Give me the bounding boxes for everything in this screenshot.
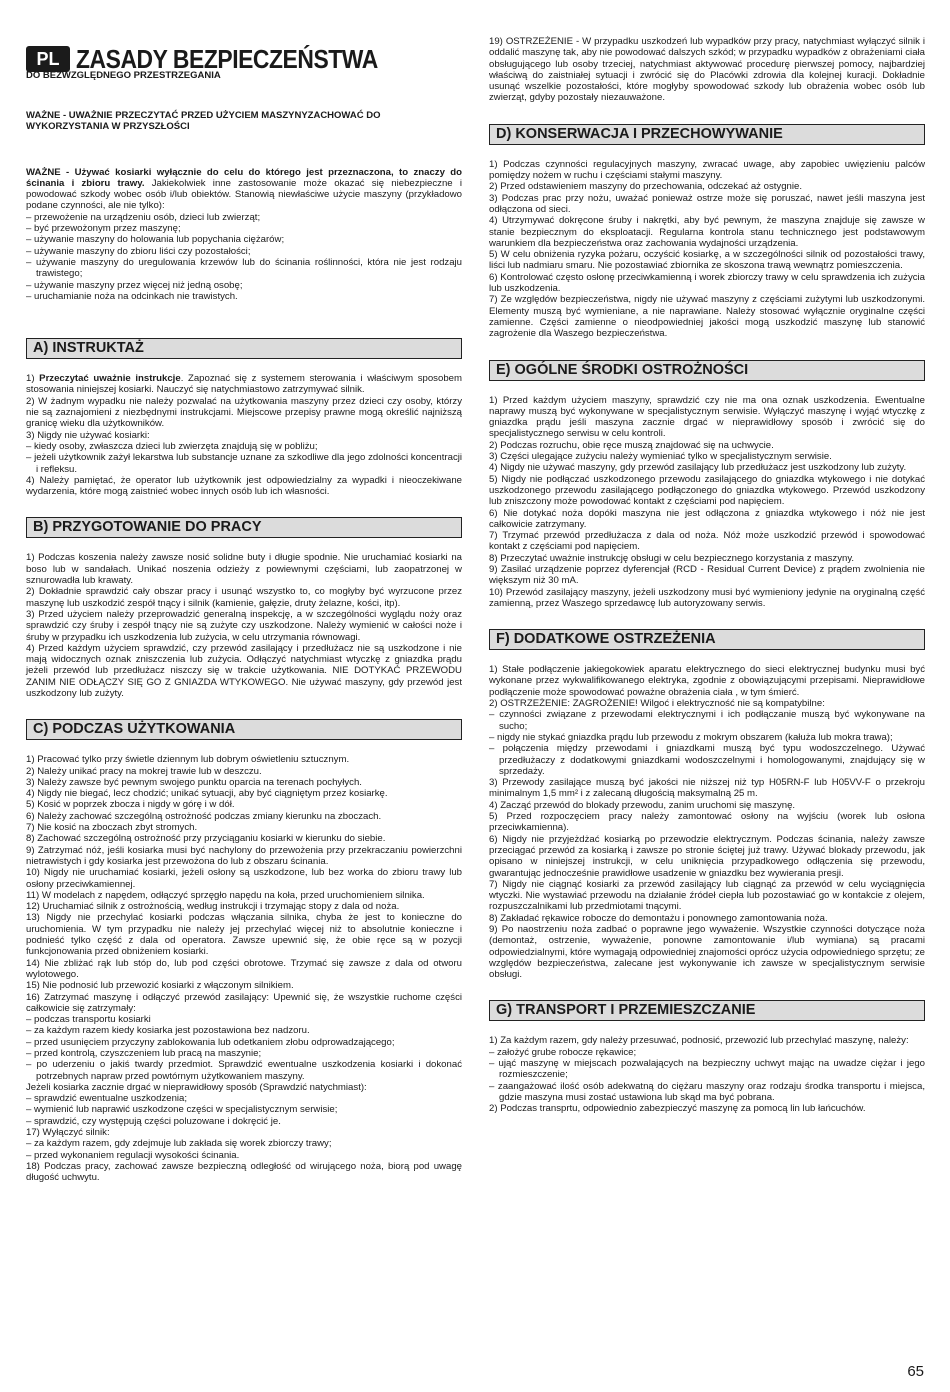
section-d-body (489, 159, 925, 340)
paragraph: 2) Podczas rozruchu, obie ręce muszą znajdować się na uchwycie. (489, 439, 774, 451)
list-item: – używanie maszyny do uregulowania krzewów lub do ścinania roślinności, która nie jest rodzaju trawistego; (26, 256, 462, 280)
paragraph: 2) Podczas transprtu, odpowiednio zabezpieczyć maszynę za pomocą lin lub łańcuchów. (489, 1103, 866, 1115)
intro-paragraph (26, 167, 462, 212)
paragraph-bold: Przeczytać uważnie instrukcje (39, 373, 181, 385)
paragraph: 2) OSTRZEŻENIE: ZAGROŻENIE! Wilgoć i elektryczność nie są kompatybilne: (489, 698, 825, 710)
paragraph: 8) Przeczytać uważnie instrukcję obsługi w celu bezpiecznego korzystania z maszyny. (489, 552, 855, 564)
list-item: – po uderzeniu o jakiś twardy przedmiot. Sprawdzić ewentualne uszkodzenia kosiarki i dokonać potrzebnych napraw przed powtórnym użytkowaniem maszyny. (26, 1059, 462, 1082)
paragraph: 1) Pracować tylko przy świetle dziennym lub dobrym oświetleniu sztucznym. (26, 754, 350, 766)
paragraph: 8) Zakładać rękawice robocze do demontażu i ponownego zamontowania noża. (489, 912, 828, 924)
paragraph: 3) Podczas prac przy nożu, uważać ponieważ ostrze może się poruszać, nawet jeśli maszyna jest odłączona od sieci. (489, 192, 925, 215)
paragraph: 4) Należy pamiętać, że operator lub użytkownik jest odpowiedzialny za wypadki i nieoczekiwane wydarzenia, które mogą zaistnieć wobec innych osób lub ich własności. (26, 474, 462, 498)
list-item: – czynności związane z przewodami elektrycznymi i ich podłączanie muszą być wykonywane na sucho; (489, 709, 925, 732)
intro-bold: WAŻNE - Używać kosiarki wyłącznie do celu do którego jest przeznaczona, to znaczy do ścinania i zbioru trawy. (26, 166, 462, 189)
list-item: – zaangażować ilość osób adekwatną do ciężaru maszyny oraz rodzaju środka transportu i miejsca, gdzie maszyna musi zostać ustawiona lub skąd ma być pobrana. (489, 1080, 925, 1103)
paragraph: Jeżeli kosiarka zacznie drgać w nieprawidłowy sposób (Sprawdzić natychmiast): (26, 1081, 367, 1093)
list-item: – przed usunięciem przyczyny zablokowania lub odetkaniem złobu odprowadzającego; (26, 1036, 395, 1048)
paragraph: 9) Zatrzymać nóż, jeśli kosiarka musi być nachylony do przewożenia przy przekraczaniu powierzchni nietrawistych i gdy kosiarka jest przewożona do lub z obszaru ścinania. (26, 844, 462, 867)
list-item: – wymienić lub naprawić uszkodzone części w specjalistycznym serwisie; (26, 1104, 338, 1116)
paragraph: 2) W żadnym wypadku nie należy pozwalać na użytkowania maszyny przez dzieci czy osoby, którzy nie są zaznajomieni z niezbędnymi instrukcjami. Miejscowe przepisy prawne mogą określić najniższą granicę wieku dla użytkowników. (26, 395, 462, 430)
list-item: – przewożenie na urządzeniu osób, dzieci lub zwierząt; (26, 211, 261, 223)
paragraph: 3) Części ulegające zużyciu należy wymieniać tylko w specjalistycznym serwisie. (489, 451, 832, 463)
intro-block (26, 167, 462, 303)
right-column (489, 0, 925, 1115)
section-c-body (26, 754, 462, 1183)
section-a-body (26, 373, 462, 497)
paragraph: 5) Nigdy nie podłączać uszkodzonego przewodu zasilającego do gniazdka wtykowego i nie dotykać uszkodzonego przewodu zasilającego podłączonego do gniazdka wtykowego. Przewód uszkodzony lub zniszczony może powodować kontakt z częściami pod napięciem. (489, 473, 925, 508)
list-item: – używanie maszyny do zbioru liści czy pozostałości; (26, 245, 251, 257)
section-b-body (26, 552, 462, 699)
paragraph: 7) Nigdy nie ciągnąć kosiarki za przewód zasilający lub ciągnąć za przewód w celu wyciągnięcia wtyczki. Nie wystawiać przewodu na działanie źródeł ciepła lub pozostawiać go w kontakcie z olejem, rozpuszczalnikami lub przedmiotami tnącymi. (489, 878, 925, 913)
paragraph: 6) Nigdy nie przyjeżdżać kosiarką po przewodzie elektrycznym. Podczas ścinania, należy zawsze przeciągać przewód za kosiarką i zawsze po stronie ściętej już trawy. Używać blokady przewodu, jak opisano w niniejszej instrukcji, w celu uniknięcia przypadkowego odłączenia się przewodu, gwarantując jednocześnie prawidłowe usadzenie w gniazdku bez wywierania presji. (489, 833, 925, 879)
paragraph: 1) Podczas koszenia należy zawsze nosić solidne buty i długie spodnie. Nie uruchamiać kosiarki na boso lub w sandałach. Unikać noszenia odzieży z powiewnymi częściami, lub zaopatrzonej w sznurowadła lub krawaty. (26, 552, 462, 587)
paragraph (26, 373, 462, 396)
section-heading-d: D) KONSERWACJA I PRZECHOWYWANIE (489, 124, 925, 145)
section-c-continued (489, 36, 925, 104)
important-notice: WAŻNE - UWAŻNIE PRZECZYTAĆ PRZED UŻYCIEM MASZYNYZACHOWAĆ DO WYKORZYSTANIA W PRZYSZŁOŚCI (26, 110, 381, 133)
section-e-body (489, 395, 925, 610)
paragraph: 5) Przed rozpoczęciem pracy należy zamontować osłony na wyjściu (worek lub osłona przeciwkamienna). (489, 811, 925, 834)
paragraph: 7) Ze względów bezpieczeństwa, nigdy nie używać maszyny z częściami zużytymi lub uszkodzonymi. Elementy muszą być wymieniane, a nie naprawiane. Należy stosować wyłącznie oryginalne części zamienne. Części zamienne o nieodpowiedniej jakości mogą uszkodzić maszynę lub stanowić zagrożenie dla Waszego bezpieczeństwa. (489, 294, 925, 340)
paragraph: 15) Nie podnosić lub przewozić kosiarki z włączonym silnikiem. (26, 980, 294, 992)
list-item: – jeżeli użytkownik zażył lekarstwa lub substancje uznane za szkodliwe dla jego zdolności koncentracji i refleksu. (26, 452, 462, 475)
paragraph: 19) OSTRZEŻENIE - W przypadku uszkodzeń lub wypadków przy pracy, natychmiast wyłączyć silnik i oddalić maszynę tak, aby nie powodować dalszych szkód; w przypadku wypadków z obrażeniami ciała obsługującego lub osoby trzeciej, natychmiast aktywować procedurę pierwszej pomocy, najbardziej właściwą do zaistniałej sytuacji i zwrócić się do Placówki zdrowia dla kolejnej kuracji. Dokładnie usunąć wszelkie pozostałości, które mogłyby spowodować szkody lub obrażenia wobec osób lub zwierząt, gdyby pozostały niezauważone. (489, 36, 925, 104)
paragraph: 3) Należy zawsze być pewnym swojego punktu oparcia na terenach pochyłych. (26, 776, 362, 788)
paragraph: 4) Zacząć przewód do blokady przewodu, zanim uruchomi się maszynę. (489, 799, 796, 811)
paragraph-number: 1) (26, 373, 40, 385)
section-heading-a: A) INSTRUKTAŻ (26, 338, 462, 359)
list-item: – używanie maszyny przez więcej niż jedną osobę; (26, 279, 243, 291)
paragraph: 11) W modelach z napędem, odłączyć sprzęgło napędu na koła, przed uruchomieniem silnika. (26, 889, 425, 901)
list-item: – za każdym razem, gdy zdejmuje lub zakłada się worek zbiorczy trawy; (26, 1138, 332, 1150)
section-heading-g: G) TRANSPORT I PRZEMIESZCZANIE (489, 1000, 925, 1021)
paragraph: 6) Kontrolować często osłonę przeciwkamienną i worek zbiorczy trawy w celu sprawdzenia ich zużycia lub uszkodzenia. (489, 271, 925, 295)
paragraph: 4) Nigdy nie biegać, lecz chodzić; unikać sytuacji, aby być ciągniętym przez kosiarkę. (26, 788, 388, 800)
paragraph: 5) W celu obniżenia ryzyka pożaru, oczyścić kosiarkę, a w szczególności silnik od pozostałości trawy, liści lub nadmiaru smaru. Nie pozostawiać zbiornika ze skoszona trawą wewnątrz pomieszczenia. (489, 249, 925, 272)
paragraph: 1) Za każdym razem, gdy należy przesuwać, podnosić, przewozić lub przechylać maszynę, należy: (489, 1035, 909, 1047)
section-heading-e: E) OGÓLNE ŚRODKI OSTROŻNOŚCI (489, 360, 925, 381)
list-item: – przed wykonaniem regulacji wysokości ścinania. (26, 1149, 240, 1161)
list-item: – sprawdzić ewentualne uszkodzenia; (26, 1093, 188, 1105)
paragraph: 3) Nigdy nie używać kosiarki: (26, 429, 150, 441)
paragraph: 4) Przed każdym użyciem sprawdzić, czy przewód zasilający i przedłużacz nie są uszkodzone i nie mają widocznych oznak zniszczenia lub zużycia. Odłączyć natychmiast wtyczkę z gniazdka prądu jeżeli przewód lub przedłużacz niszczy się w trakcie użytkowania. NIE DOTYKAĆ PRZEWODU ZANIM NIE ODŁĄCZY SIĘ GO Z GNIAZDA WTYKOWEGO. Nie używać maszyny, gdy przewód jest uszkodzony lub zużyty. (26, 642, 462, 699)
paragraph: 7) Trzymać przewód przedłużacza z dala od noża. Nóż może uszkodzić przewód i spowodować kontakt z częściami pod napięciem. (489, 530, 925, 553)
list-item: – używanie maszyny do holowania lub popychania ciężarów; (26, 234, 285, 246)
paragraph: 13) Nigdy nie przechylać kosiarki podczas włączania silnika, chyba że jest to konieczne do uruchomienia. W tym przypadku nie należy jej przechylać więcej niż to absolutnie konieczne i podnieść tylko część z dala od operatora. Zawsze upewnić się, że obie ręce są w pozycji funkcjonowania przed obniżeniem kosiarki. (26, 912, 462, 958)
section-heading-b: B) PRZYGOTOWANIE DO PRACY (26, 517, 462, 538)
paragraph: 8) Zachować szczególną ostrożność przy przyciąganiu kosiarki w kierunku do siebie. (26, 833, 386, 845)
paragraph: 12) Uruchamiać silnik z ostrożnością, według instrukcji i trzymając stopy z dala od noża. (26, 901, 400, 913)
page-title: ZASADY BEZPIECZEŃSTWA (76, 44, 378, 74)
paragraph: 3) Przewody zasilające muszą być jakości nie niższej niż typ H05RN-F lub H05VV-F o przekroju minimalnym 1,5 mm² i z zalecaną długością maksymalną 25 m. (489, 777, 925, 800)
paragraph: 1) Stałe podłączenie jakiegokowiek aparatu elektrycznego do sieci elektrycznej budynku musi być wykonane przez wykwalifikowanego elektryka, zgodnie z obowiązującymi przepisami. Nieprawidłowe podłączenie może spowodować poważne obrażenia ciała , w tym śmierć. (489, 664, 925, 698)
section-heading-c: C) PODCZAS UŻYTKOWANIA (26, 719, 462, 740)
left-column (26, 0, 462, 1184)
paragraph: 4) Utrzymywać dokręcone śruby i nakrętki, aby być pewnym, że maszyna znajduje się zawsze w stanie bezpiecznym do eksploatacji. Regularna kontrola stanu technicznego jest podstawowym warunkiem dla bezpieczeństwa oraz zachowania wydajności urządzenia. (489, 215, 925, 249)
paragraph: 18) Podczas pracy, zachować zawsze bezpieczną odległość od wirującego noża, biorą pod uwagę długość uchwytu. (26, 1160, 462, 1184)
language-badge: PL (26, 46, 70, 72)
paragraph: 14) Nie zbliżać rąk lub stóp do, lub pod części obrotowe. Trzymać się zawsze z dala od otworu wylotowego. (26, 957, 462, 980)
paragraph: 6) Nie dotykać noża dopóki maszyna nie jest odłączona z gniazdka wtykowego i nóż nie jest całkowicie zatrzymany. (489, 507, 925, 530)
paragraph: 4) Nigdy nie używać maszyny, gdy przewód zasilający lub przedłużacz jest uszkodzony lub zużyty. (489, 462, 907, 474)
paragraph: 2) Dokładnie sprawdzić cały obszar pracy i usunąć wszystko to, co mogłyby być wyrzucone przez maszynę lub uszkodzić zespół tnący i silnik (kamienie, gałęzie, druty żelazne, kości, itp). (26, 586, 462, 609)
paragraph: 1) Przed każdym użyciem maszyny, sprawdzić czy nie ma ona oznak uszkodzenia. Ewentualne naprawy muszą być wykonywane w specjalistycznym serwisie. Wyłączyć maszynę i wyjąć wtyczkę z gniazdka prądu jeśli maszyna zacznie drgać w nieprawidłowy sposób i zwrócić się do specjalistycznego serwisu w celu kontroli. (489, 394, 925, 440)
list-item: – za każdym razem kiedy kosiarka jest pozostawiona bez nadzoru. (26, 1025, 310, 1037)
paragraph: 3) Przed użyciem należy przeprowadzić generalną inspekcję, a w szczególności wyglądu noży oraz sprawdzić czy śruby i zespół tnący nie są zużyte czy uszkodzone. Należy wymienić w całości noże i śruby w przypadku ich uszkodzenia lub zużycia, w celu utrzymania równowagi. (26, 608, 462, 643)
paragraph: 16) Zatrzymać maszynę i odłączyć przewód zasilający: Upewnić się, że wszystkie ruchome części całkowicie się zatrzymały: (26, 991, 462, 1014)
list-item: – nigdy nie stykać gniazdka prądu lub przewodu z mokrym obszarem (kałuża lub mokra trawa); (489, 731, 893, 743)
paragraph: 2) Przed odstawieniem maszyny do przechowania, odczekać aż ostygnie. (489, 181, 803, 193)
list-item: – uruchamianie noża na odcinkach nie trawistych. (26, 290, 238, 302)
paragraph: 9) Zasilać urządzenie poprzez dyferencjał (RCD - Residual Current Device) z prądem zwolnienia nie większym niż 30 mA. (489, 563, 925, 587)
page-subtitle: DO BEZWZGLĘDNEGO PRZESTRZEGANIA (26, 70, 221, 81)
paragraph: 10) Przewód zasilający maszyny, jeżeli uszkodzony musi być wymieniony jedynie na oryginalną część zamienną, przez Waszego sprzedawcę lub autoryzowany serwis. (489, 586, 925, 609)
list-item: – podczas transportu kosiarki (26, 1014, 151, 1026)
paragraph-text: . Zapoznać się z systemem sterowania i właściwym sposobem stosowania niniejszej kosiarki. Nauczyć się natychmiastowo zatrzymywać silnik. (26, 373, 462, 396)
list-item: – połączenia między przewodami i gniazdkami muszą być typu wodoszczelnego. Używać przedłużaczy z dodatkowymi gniazdkami wodoszczelnymi i homologowanymi, znajdujący się w sprzedaży. (489, 743, 925, 777)
paragraph: 10) Nigdy nie uruchamiać kosiarki, jeżeli osłony są uszkodzone, lub bez worka do zbioru trawy lub osłony przeciwkamiennej. (26, 867, 462, 890)
list-item: – być przewożonym przez maszynę; (26, 223, 181, 235)
intro-text: Jakiekolwiek inne zastosowanie może okazać się niebezpieczne i powodować szkody wobec osób i/lub obiektów. Stanowią niewłaściwe użycie maszyny (przykładowo podane czynności, ale nie tylko): (26, 177, 462, 212)
section-f-body (489, 664, 925, 980)
list-item: – sprawdzić, czy występują części poluzowane i dokręcić je. (26, 1115, 281, 1127)
list-item: – przed kontrolą, czyszczeniem lub pracą na maszynie; (26, 1048, 262, 1059)
page-number: 65 (907, 1363, 924, 1380)
paragraph: 9) Po naostrzeniu noża zadbać o poprawne jego wyważenie. Wszystkie czynności dotyczące noża (demontaż, ostrzenie, wyważenie, ponowne zamontowanie i/lub wymiana) są pracami odpowiedzialnymi, które wymagają odpowiedniej znajomości oprócz użycia odpowiedniego sprzętu; ze względów bezpieczeństwa, zalecane jest wykonywanie ich zawsze w specjalistycznym serwisie obsługi. (489, 924, 925, 981)
section-g-body (489, 1035, 925, 1114)
paragraph: 5) Kosić w poprzek zbocza i nigdy w górę i w dół. (26, 799, 235, 811)
paragraph: 7) Nie kosić na zboczach zbyt stromych. (26, 822, 198, 834)
list-item: – ująć maszynę w miejscach pozwalających na bezpieczny uchwyt mając na uwadze ciężar i jego rozmieszczenie; (489, 1058, 925, 1081)
list-item: – kiedy osoby, zwłaszcza dzieci lub zwierzęta znajdują się w pobliżu; (26, 440, 318, 452)
paragraph: 6) Należy zachować szczególną ostrożność podczas zmiany kierunku na zboczach. (26, 810, 382, 822)
list-item: – założyć grube robocze rękawice; (489, 1046, 637, 1058)
paragraph: 2) Należy unikać pracy na mokrej trawie lub w deszczu. (26, 765, 262, 777)
paragraph: 17) Wyłączyć silnik: (26, 1127, 110, 1139)
paragraph: 1) Podczas czynności regulacyjnych maszyny, zwracać uwage, aby zapobiec uwięzieniu palców pomiędzy nożem w ruchu i częściami stałymi maszyny. (489, 158, 925, 182)
section-heading-f: F) DODATKOWE OSTRZEŻENIA (489, 629, 925, 650)
